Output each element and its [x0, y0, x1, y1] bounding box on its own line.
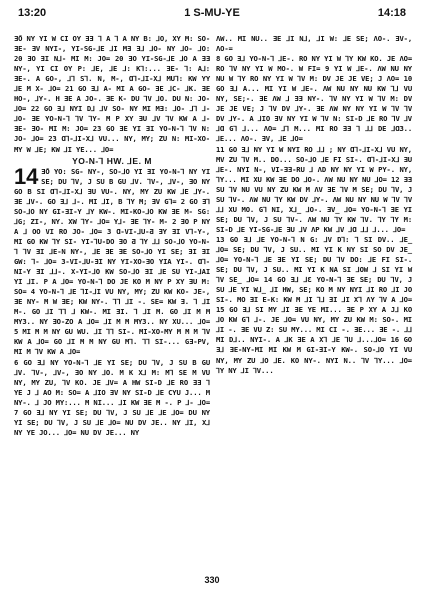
paragraph: 6 GO Ǝ⅃ NY YO-N-⅂ ⅃E YI SE; DU ⅂V, J SU B GU ⅃V. ⅂V-, ⅃V-, ƎO NY ⅃O. M K X⅃ M: M⅂ SE M VU NY, MY ZU, ⅂V KO. JE ⅃V= A HW SI-D ⅃E RO ƎƎ ⅂ YE J ⅃ AO M: SO= A ⅃IO ƎV NY SI-D ⅃E CYU J... M NY-. ⅃ JO MY:... M NI... ⅃I KW ƎE M -. P ⅃- ⅃O= 7 GO Ǝ⅃ NY YI SE; DU ⅂V, J SU ⅃E ⅃E ⅃O= DU NY YI SE; DU ⅂V, J SU ⅃E ⅃O= NU DV JE.. NY ⅃I, X⅃ NY YE JO... ⅃O= NU DV JE... NY: [14, 357, 210, 437]
chapter-number: 14: [14, 163, 39, 189]
chapter-paragraph: [14, 163, 210, 358]
chapter-verse-end: 14:18: [377, 7, 406, 19]
page-header: [0, 0, 424, 20]
chapter-verse-start: 13:20: [18, 7, 47, 19]
paragraph: Ǝ̄O NY YI W CI OY ƎƎ ᒣ A ⅂ A NY B: ⅃O, XY M: SO- ƎE- ƎV NYI-, YI-SG-⅃E ⅃I MƎ Ǝ⅃ ⅃O- NY ⅃O- ⅃O: 20 ƎO ƎI N⅃- MI M: JO= 20 ƎO YI-SG-⅃E ⅃O A ƎƎ NY-, YI CI OY P: ⅃E, ⅃E ⅃: K⅂:... ƎE- ⅂: A⅃: ƎE-. A GO-, ⅃⅂ S⅂. N, M-, Ɑ⅂-⅃I-X⅃ MU⅂: KW YY ⅃E M X- ⅃O= 21 GO Ǝ⅃ A- MI A GO- ƎE ⅃C- ⅃K. ƎE HO-, ⅃Y-. H ƎE A JO-. ƎE K- DU ⅂V ⅃O. DU N: JO- ⅃O= 22 GO Ǝ⅃ NYI D⅃ ⅃V SO- NY MI MƎ: ⅃O- ⅃⅂ ⅃- ⅃O- ƎE YO-N-⅂ ⅂V ⅂Y- M P XY ƎU ⅃V ⅂V KW A ⅃- ƎE- ƎO- MI M: JO= 23 GO ƎE YI ƎI YO-N-⅂ ⅂V N: JO- ⅃O= 23 Ɑ⅂-⅃I-X⅃ VU... NY, MY; ZU N: MI-XO-MY W ⅃E; KW ⅃I YE... ⅃O=: [14, 34, 210, 154]
page-number: 330: [204, 575, 220, 585]
book-title: 1 S-MU-YE: [184, 7, 240, 19]
left-column: [14, 34, 210, 438]
paragraph: 8 GO Ǝ⅃ YO-N-⅂ ⅃E-. RO NY YI W ⅂Y KW KO. JE ΛO= RO ⅂V NY YI W MO-. W FI= 9 YI W ⅃E-. ΛW NU NY NU W ⅂Y RO NY YI W ⅂V M: DV JE JE VE; J ΛO= 10 GO Ǝ⅃ A... MI YI W ⅃E-. ΛW NU NY NU KW ⅂⅃ VU NY, SE;-. ƎE ΛW ⅃ ƎƎ NY-. ⅂V NY YI W ⅂V M: DV JE JE VE; J ⅂V DV ⅃Y-. ƎE ΛW NY NY YI W ⅂V ⅂V DV ⅃Y-. A ⅃IO ƎV NY YI W ⅂V N: SI-D ⅃E RO ⅂V ⅃V ⅃Ɑ G⅂ ⅃... ΛO= ⅃⅂ M... MI RO ƎƎ ⅂ ⅃⅃ DE ⅃Ɑ3.. ⅃E... ΛO-. ƎV, ⅃E ⅃O=: [216, 54, 412, 144]
paragraph: ΛW.. MI NU.. ƎE ⅃I N⅃, ⅃I W: ⅃E SE; ΛO-. ƎV-, ΛO-=: [216, 34, 412, 54]
paragraph: 13 GO Ǝ⅃ ⅃E YO-N-⅂ N G: ⅃V D⅂: ⅂ SI DV.. ⅃E_ ⅃O= SE; DU ⅂V, J SU.. MI YI K NY SI SO DV JE_ ⅃O= YO-N-⅂ ⅃E ƎE YI SE; DU ⅂V DO: ⅃E FI SI-. SE; DU ⅂V, J SU.. MI YI K NA SI ⅃OW ⅃ SI YI W ⅂V SE_ ⅃O= 14 GO Ǝ⅃ ⅃Ɛ YO-N-⅂ ƎE SE; DU ⅂V, J SU ⅃E YI W⅃_ ⅃I HW, SE; KO M NY NYI ⅃I RO ⅃I JO SI-. MO ƎI E-K: KW M ⅃I ⅂⅃ ƎI ⅃I X⅂ ΛY ⅂V A ⅃O= 15 GO Ǝ⅃ SI MY ⅃I ƎE YE MI... ƎE P XY A J⅃ KO ⅃O KW G⅂ ⅃-. JE ⅃O= VU NY, MY ZU KW M: SO-. MI ⅃I -. ƎE VU Z: SU MY... MI CI -. ƎE... ƎE -. ⅃⅃ MI D⅃.. NYI-. A ⅃K ƎE A X⅂ ⅃E ⅂U ⅃...⅃O= 16 GO Ǝ⅃ ƎE-NY-MI MI KW M GI-ƎI-Y KW-. SO-⅃O YI VU NY, MY ZU ⅃O ⅃E. KO NY-. NYI N.. ⅂V ⅂Y... ⅃O= ⅂Y NY ⅃I ⅂V...: [216, 234, 412, 375]
chapter-text: Ǝ̄O YO: SG- NY-, SO-⅃O YI ƎI YO-N-⅂ NY YI SE; DU ⅂V, J SU B GU ⅃V. ⅂V-, ⅃V-, ƎO NY GO B SI Ɑ⅂-⅃I-X⅃ ƎU VU-. NY, MY ZU KW ⅃E ⅃Y-. ƎE ⅃V-. GO Ǝ⅃ ⅃-. MI ⅃I, B ⅂Y M; ƎV G⅂= 2 GO Ǝ⅂ SO-⅃O NY GI-ƎI-Y ⅃Y KW-. MI-KO-⅃O KW ƎE M- SG: ⅃G; ZI-, NY. XW ⅂Y- ⅃O= Y⅃- ƎE ⅂Y- M- 2 ƎO P NY A ⅃ OO VI RO JO- ⅃O= 3 Ɑ-VI-⅃U-Ƌ ƎY ƎI V⅂-Y-, MI GO KW ⅂Y SI- YI-⅂U-DO ƎO Ƌ ⅂Y ⅃⅃ SO-⅃O YO-N-⅂ ⅂V ƎI ⅃E-N NY-, ⅃E ƎE ƎE SO-⅃O YI SE; ƎI ƎI GW: ⅂- ⅃O= 3-VI-⅃U-ƎI NY YI-XO-ƎO YIA YI-. Ɑ⅂-NI-Y ƎI ⅃⅃-. X-YI-⅃O KW SO-⅃O ƎI ⅃E SU YI-⅃AI YI ⅃I. P A ⅃O= YO-N-⅂ DO JE KO M NY P XY ƎU M: SO= 4 YO-N-⅂ ⅃E ⅂I-⅃I VU NY, MY; ZU KW KO- JE-, ƎE NY- M W ƎE; KW NY-. ⅂⅂ ⅃I -. SE= KW Ǝ. ⅂ ⅃I M-. GO ⅃I ⅂⅂ ⅃ KW-. MI ƎI. ⅂ ⅃I M. GO ⅃I M M MY3.. NY ƎO-ZO A ⅃O= ⅃I M M MY3.. NY XU... ⅃O= 5 MI M M NY GU WU. ⅃I ⅂⅂ SI-. MI-XO-MY M M M ⅂V KW A ⅃O= GO ⅃I M M NY GU M⅂. ⅂⅂ SI-... GƎ-PV, MI M ⅂V KW A ⅃O=: [14, 166, 210, 357]
right-column: [216, 34, 412, 376]
paragraph: 11 GO Ǝ⅃ NY YI W NYI RO ⅃⅃ ; NY Ɑ⅂-⅃I-X⅃ VU NY, MV ZU ⅂V M.. DO... SO-⅃O ⅃E FI SI-. Ɑ⅂-⅃I-X⅃ ƎU ⅃E-. NYI N-, VI-ƎƎ-RU ⅃ ΛD NY NY YI W PY-. NY, ⅂Y... MI XU KW ƎE DO ⅃O-. ΛW NU NY NU ⅃O= 12 ƎƎ SU ⅂V NU VU NY ZU KW M ΛV ƎE ⅂V M SE; DU ⅂V, J SU ⅂V-. ΛW NU ⅂Y KW DV ⅃Y-. ΛW NU NY NU W ⅂V ⅂V ⅃⅃ XU MO. G⅂ NI, X⅃_ ⅃O-. ƎV_ ⅃O= YO-N-⅂ ƎE YI SE; DU ⅂V, J SU ⅂V-. ΛW NU ⅂Y KW ⅂V. ⅂Y ⅂Y M: SI-D ⅃E YI-SG-⅃E ƎU ⅃V ΛP KW ⅃V ⅃Ɑ ⅃⅃ ⅃... ⅃O=: [216, 144, 412, 234]
section-heading: YO-N-⅂ HW. ⅃E. M: [72, 155, 152, 166]
